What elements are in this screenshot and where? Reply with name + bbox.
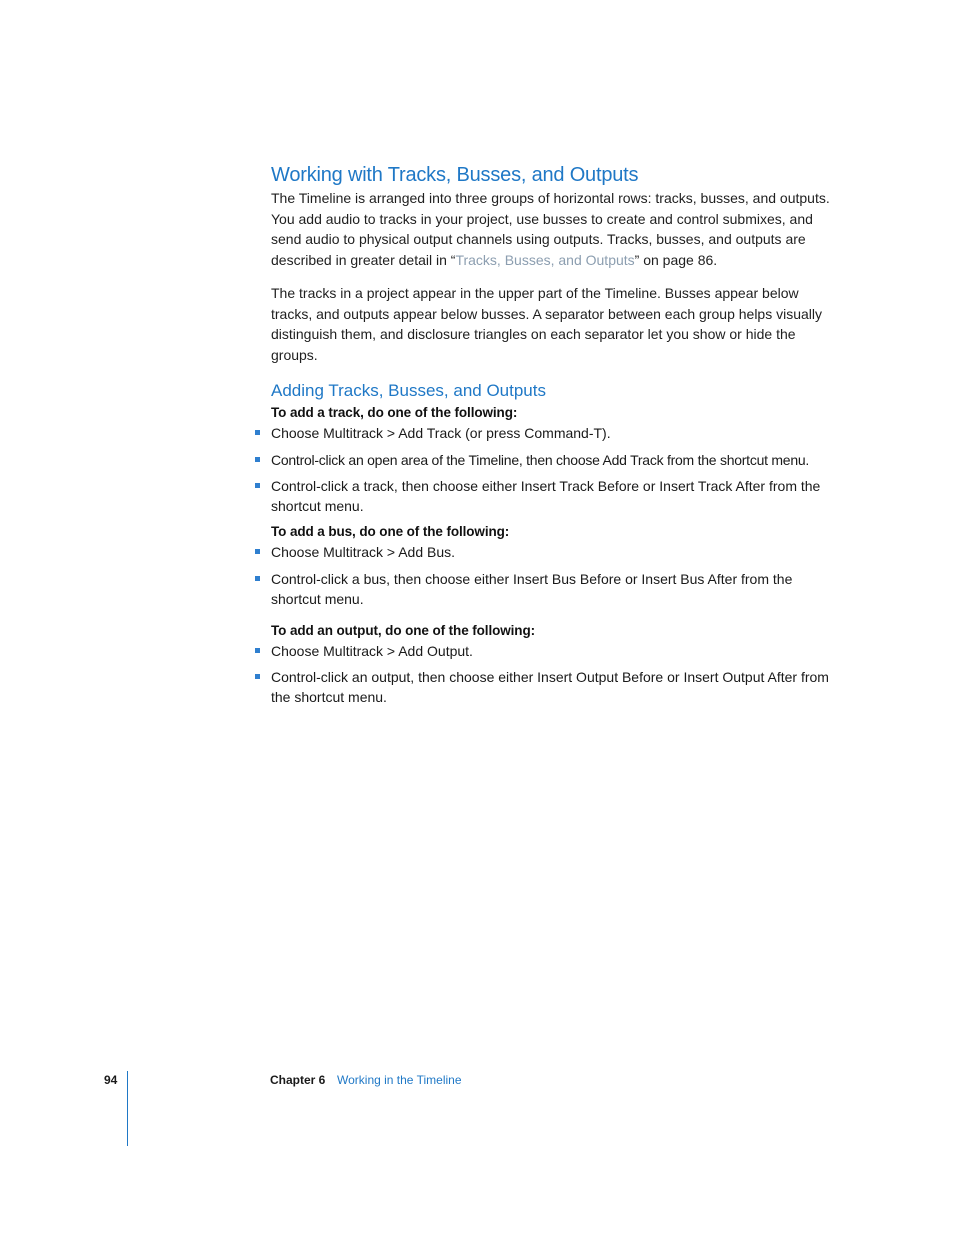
intro-text-before: The Timeline is arranged into three groups of horizontal rows: tracks, busses, and outputs. You add audio to tracks in your project, use busses to create and control submixes, and send audio to physical output channels using outputs. Tracks, busses, and outputs are described in greater detail in “ — [271, 190, 830, 268]
chapter-title-link[interactable]: Working in the Timeline — [337, 1073, 462, 1087]
list-item — [271, 476, 831, 516]
add-bus-task: To add a bus, do one of the following: — [271, 524, 510, 539]
list-item — [271, 667, 831, 707]
bullet-icon — [255, 483, 260, 488]
list-item-text: Control-click a bus, then choose either Insert Bus Before or Insert Bus After from the shortcut menu. — [271, 570, 793, 607]
list-item-text: Choose Multitrack > Add Bus. — [271, 544, 456, 560]
list-item — [271, 569, 831, 609]
bullet-icon — [255, 648, 260, 653]
bullet-icon — [255, 576, 260, 581]
cross-reference-link[interactable]: Tracks, Busses, and Outputs — [455, 251, 635, 268]
intro-paragraph — [271, 188, 831, 270]
section-title: Working with Tracks, Busses, and Outputs — [271, 164, 639, 186]
intro-text-after: ” on page 86. — [634, 251, 718, 268]
bullet-icon — [255, 430, 260, 435]
add-track-list — [271, 423, 831, 516]
chapter-label: Chapter 6 — [270, 1073, 326, 1087]
page-number: 94 — [104, 1073, 118, 1087]
list-item-text: Control-click an open area of the Timeline, then choose Add Track from the shortcut menu. — [271, 451, 810, 468]
groups-paragraph: The tracks in a project appear in the upper part of the Timeline. Busses appear below tracks, and outputs appear below busses. A separator between each group helps visually distinguish them, and disclosure triangles on each separator let you show or hide the groups. — [271, 285, 823, 363]
list-item — [271, 542, 831, 562]
list-item — [271, 423, 831, 443]
add-output-list — [271, 641, 831, 708]
bullet-icon — [255, 549, 260, 554]
bullet-icon — [255, 674, 260, 679]
list-item-text: Choose Multitrack > Add Track (or press Command-T). — [271, 425, 611, 441]
list-item — [271, 641, 831, 661]
footer-divider — [127, 1071, 128, 1146]
add-track-task: To add a track, do one of the following: — [271, 405, 518, 420]
add-output-task: To add an output, do one of the following: — [271, 622, 535, 638]
list-item-text: Choose Multitrack > Add Output. — [271, 642, 473, 659]
list-item — [271, 450, 831, 470]
list-item-text: Control-click an output, then choose either Insert Output Before or Insert Output After from the shortcut menu. — [271, 669, 829, 705]
subsection-title: Adding Tracks, Busses, and Outputs — [271, 381, 546, 400]
list-item-text: Control-click a track, then choose either Insert Track Before or Insert Track After from the shortcut menu. — [271, 478, 821, 514]
add-bus-list — [271, 542, 831, 609]
bullet-icon — [255, 457, 260, 462]
page-content — [271, 162, 831, 707]
